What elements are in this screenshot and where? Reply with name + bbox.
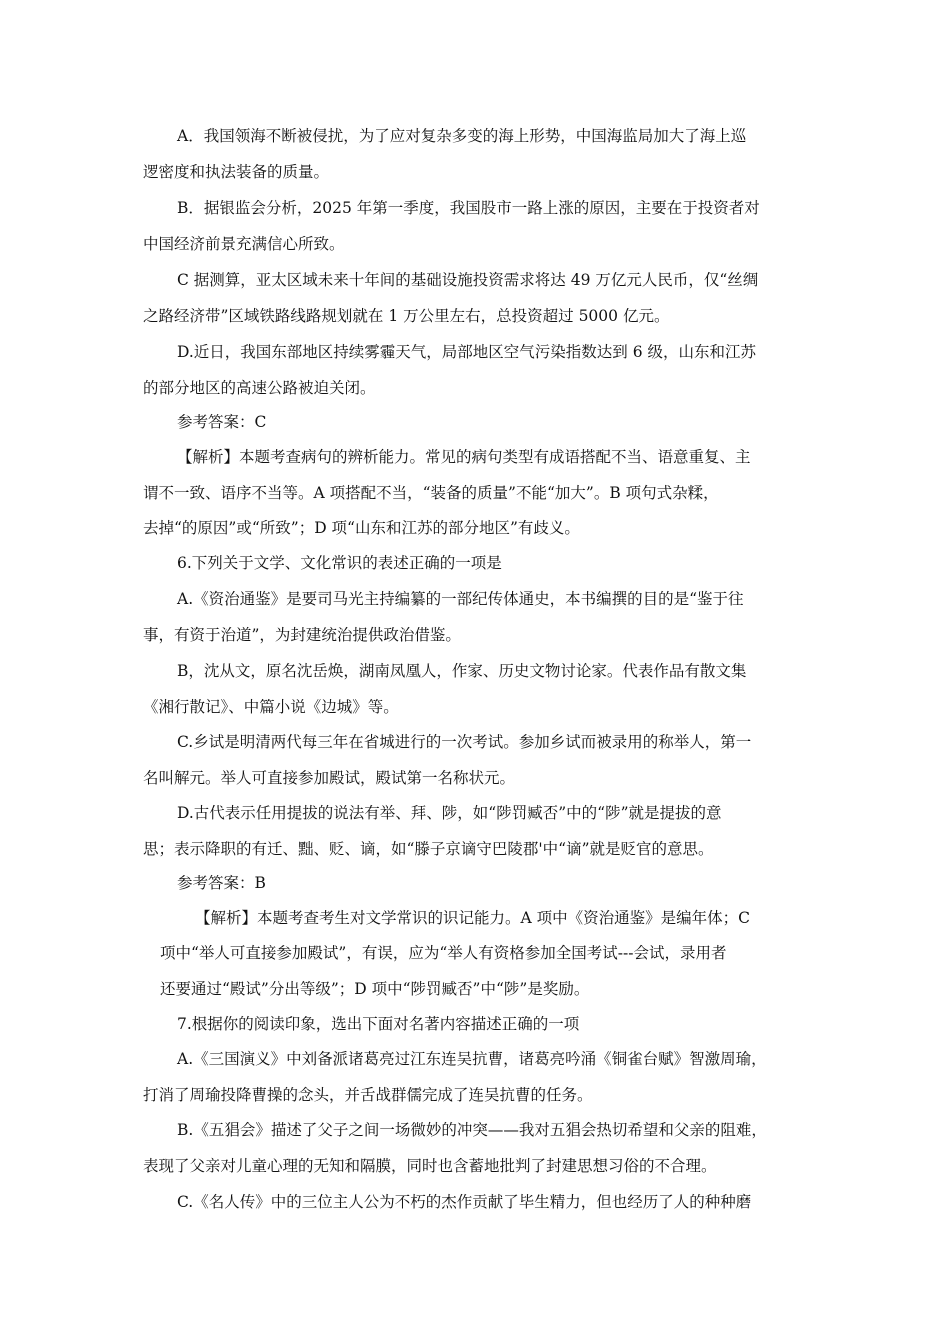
- analysis-line: 去掉“的原因”或“所致”；D 项“山东和江苏的部分地区”有歧义。: [143, 519, 580, 537]
- analysis-line: 【解析】本题考查病句的辨析能力。常见的病句类型有成语搭配不当、语意重复、主: [177, 448, 751, 466]
- text-line: C.《名人传》中的三位主人公为不朽的杰作贡献了毕生精力，但也经历了人的种种磨: [177, 1193, 752, 1211]
- text-line: 《湘行散记》、中篇小说《边城》等。: [143, 698, 399, 716]
- text-line: 事，有资于治道”，为封建统治提供政治借鉴。: [143, 626, 461, 644]
- question-line: 7.根据你的阅读印象，选出下面对名著内容描述正确的一项: [177, 1015, 580, 1033]
- text-line: B.《五猖会》描述了父子之间一场微妙的冲突——我对五猖会热切希望和父亲的阻难，: [177, 1121, 767, 1139]
- text-line: D.近日，我国东部地区持续雾霾天气，局部地区空气污染指数达到 6 级，山东和江苏: [177, 343, 757, 361]
- answer-line: 参考答案：C: [177, 413, 267, 431]
- text-line: 名叫解元。举人可直接参加殿试，殿试第一名称状元。: [143, 769, 516, 787]
- text-line: A.《三国演义》中刘备派诸葛亮过江东连吴抗曹，诸葛亮吟涌《铜雀台赋》智激周瑜，: [177, 1050, 767, 1068]
- text-line: B．据银监会分析，2025 年第一季度，我国股市一路上涨的原因，主要在于投资者对: [177, 199, 760, 217]
- text-line: A．我国领海不断被侵扰，为了应对复杂多变的海上形势，中国海监局加大了海上巡: [177, 127, 747, 145]
- text-line: 逻密度和执法装备的质量。: [143, 163, 330, 181]
- text-line: A.《资治通鉴》是要司马光主持编纂的一部纪传体通史，本书编撰的目的是“鉴于往: [177, 590, 744, 608]
- text-line: 的部分地区的高速公路被迫关闭。: [143, 379, 376, 397]
- text-line: 打消了周瑜投降曹操的念头，并舌战群儒完成了连吴抗曹的任务。: [143, 1086, 593, 1104]
- analysis-line: 【解析】本题考查考生对文学常识的识记能力。A 项中《资治通鉴》是编年体；C: [195, 909, 750, 927]
- text-line: C.乡试是明清两代每三年在省城进行的一次考试。参加乡试而被录用的称举人，第一: [177, 733, 752, 751]
- text-line: 表现了父亲对儿童心理的无知和隔膜，同时也含蓄地批判了封建思想习俗的不合理。: [143, 1157, 717, 1175]
- text-line: 中国经济前景充满信心所致。: [143, 235, 345, 253]
- question-line: 6.下列关于文学、文化常识的表述正确的一项是: [177, 554, 502, 572]
- text-line: 之路经济带”区域铁路线路规划就在 1 万公里左右，总投资超过 5000 亿元。: [143, 307, 670, 325]
- analysis-line: 还要通过“殿试”分出等级”；D 项中“陟罚臧否”中“陟”是奖励。: [160, 980, 590, 998]
- answer-line: 参考答案：B: [177, 874, 266, 892]
- text-line: C 据测算，亚太区域未来十年间的基础设施投资需求将达 49 万亿元人民币，仅“丝绸: [177, 271, 759, 289]
- analysis-line: 谓不一致、语序不当等。A 项搭配不当，“装备的质量”不能“加大”。B 项句式杂糅，: [143, 484, 719, 502]
- analysis-line: 项中“举人可直接参加殿试”，有误，应为“举人有资格参加全国考试---会试，录用者: [160, 944, 727, 962]
- text-line: D.古代表示任用提拔的说法有举、拜、陟，如“陟罚臧否”中的“陟”就是提拔的意: [177, 804, 722, 822]
- text-line: 思；表示降职的有迁、黜、贬、谪，如“滕子京谪守巴陵郡'中“谪”就是贬官的意思。: [143, 840, 714, 858]
- text-line: B，沈从文，原名沈岳焕，湖南凤凰人，作家、历史文物讨论家。代表作品有散文集: [177, 662, 747, 680]
